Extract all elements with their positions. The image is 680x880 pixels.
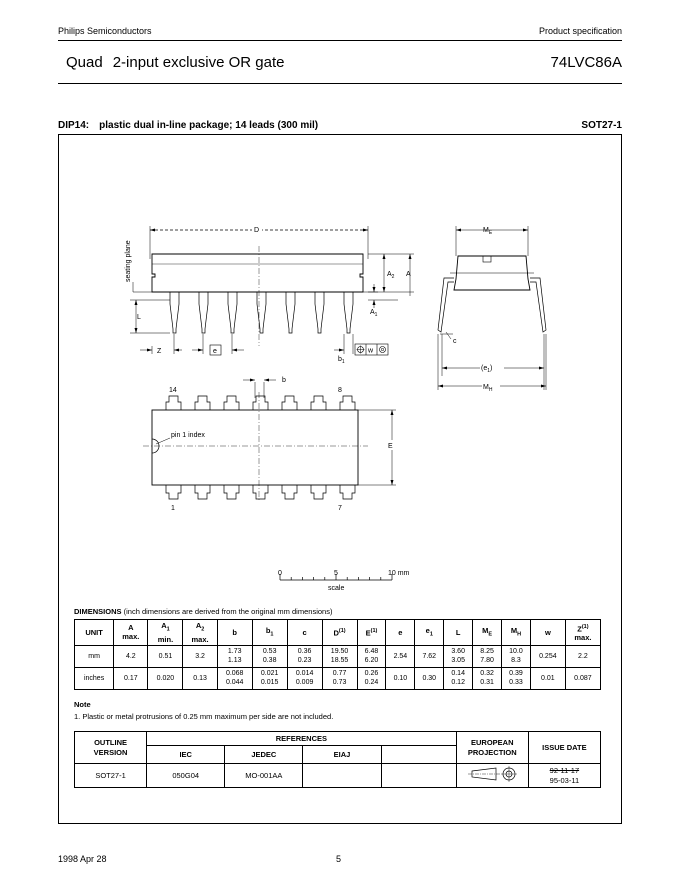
- dim-E-label: E: [388, 443, 393, 450]
- jedec-header: JEDEC: [225, 746, 303, 764]
- dim-value-max: 1.73: [227, 648, 242, 655]
- dim-value-min: 18.55: [330, 657, 349, 664]
- issue-date-old: 92-11-17: [549, 765, 580, 775]
- dim-value-cell: [287, 645, 322, 667]
- dim-value-cell: [415, 667, 444, 689]
- dim-MH-label: $M_H$: [483, 384, 493, 393]
- dim-value-cell: [565, 645, 600, 667]
- end-view: [438, 226, 546, 393]
- pin-8-label: 8: [338, 387, 342, 394]
- package-prefix: DIP14:: [58, 120, 90, 131]
- dim-value-max: 0.51: [158, 652, 173, 660]
- dim-value-cell: [287, 667, 322, 689]
- dim-value-min: 0.38: [262, 657, 277, 664]
- scale-bar: [278, 570, 410, 592]
- dim-value-cell: [217, 645, 252, 667]
- dim-value-max: 0.13: [193, 674, 207, 682]
- dim-header-subscript: H: [517, 631, 522, 637]
- dimensions-title-note: (inch dimensions are derived from the original mm dimensions): [123, 607, 333, 616]
- dim-value-max: 6.48: [364, 648, 379, 655]
- dim-header-cell: [565, 620, 600, 646]
- dim-value-cell: [252, 667, 287, 689]
- dim-header-subscript: E: [488, 631, 493, 637]
- package-description: plastic dual in-line package; 14 leads (300 mil): [99, 120, 319, 131]
- dim-value-cell: [530, 667, 565, 689]
- dim-header-symbol: M: [482, 625, 489, 635]
- top-view: [143, 377, 398, 512]
- dim-value-max: 0.32: [480, 670, 494, 677]
- dim-c-label: c: [453, 338, 457, 345]
- dim-value-max: 2.54: [393, 652, 408, 660]
- dim-header-superscript: (1): [370, 628, 378, 634]
- page-title: [66, 54, 284, 71]
- dim-header-cell: [217, 620, 252, 646]
- dim-value-min: 0.24: [364, 679, 379, 686]
- dim-value-max: 0.36: [297, 648, 312, 655]
- dim-header-subscript: 2: [201, 626, 205, 633]
- scale-5-label: 5: [334, 570, 338, 577]
- dimensions-title: [74, 607, 332, 616]
- dim-value-min: 1.13: [227, 657, 242, 664]
- dim-value-max: 0.014: [295, 670, 314, 677]
- dimensions-body: [75, 645, 601, 689]
- dimensions-table: [74, 619, 601, 690]
- dim-value-max: 0.17: [124, 674, 138, 682]
- dim-D-label: D: [254, 227, 260, 234]
- dim-value-cell: [217, 667, 252, 689]
- dim-value-max: 0.10: [393, 674, 408, 682]
- dim-e1-label: $(e_1)$: [481, 365, 493, 374]
- projection-symbol-cell: [456, 764, 528, 788]
- note-text: 1. Plastic or metal protrusions of 0.25 mm maximum per side are not included.: [74, 712, 334, 721]
- dim-value-min: 8.3: [511, 657, 521, 664]
- title-function: 2-input exclusive OR gate: [112, 54, 285, 71]
- dim-value-max: 0.30: [422, 674, 437, 682]
- pin-1-label: 1: [171, 505, 175, 512]
- dim-value-cell: [148, 667, 183, 689]
- dim-header-cell: [415, 620, 444, 646]
- note-title: Note: [74, 700, 91, 709]
- dim-value-cell: [530, 645, 565, 667]
- dim-value-max: 0.020: [156, 674, 175, 682]
- outline-version-header: OUTLINE VERSION: [75, 732, 147, 764]
- package-code: SOT27-1: [581, 120, 622, 131]
- dim-header-cell: [148, 620, 183, 646]
- dim-value-cell: [114, 667, 148, 689]
- dim-header-cell: [473, 620, 502, 646]
- references-spare-header: [381, 746, 456, 764]
- dim-value-max: 19.50: [330, 648, 349, 655]
- dim-header-subscript: 1: [429, 631, 433, 637]
- dim-header-cell: [252, 620, 287, 646]
- dim-L-label: L: [137, 314, 141, 321]
- dim-value-max: 0.77: [332, 670, 347, 677]
- dim-header-cell: [322, 620, 357, 646]
- pin1-index-label: pin 1 index: [171, 432, 205, 439]
- dim-value-cell: [386, 645, 415, 667]
- dim-ME-label: $M_E$: [483, 227, 493, 236]
- title-rule: [58, 83, 622, 84]
- dim-unit-cell: inches: [75, 667, 114, 689]
- dim-value-min: 6.20: [364, 657, 379, 664]
- issue-date-cell: [528, 764, 600, 788]
- dim-value-min: 7.80: [480, 657, 494, 664]
- dim-A2-label: $A_2$: [387, 271, 395, 280]
- side-view: [125, 224, 414, 365]
- iec-header: IEC: [147, 746, 225, 764]
- eiaj-cell: [303, 764, 381, 788]
- dim-header-symbol: A: [128, 623, 134, 633]
- header-rule: [58, 40, 622, 41]
- dim-A-label: A: [406, 271, 411, 278]
- dim-value-cell: [386, 667, 415, 689]
- dim-value-cell: [565, 667, 600, 689]
- pin-14-label: 14: [169, 387, 177, 394]
- dim-b-label: b: [282, 377, 286, 384]
- dim-value-max: 4.2: [125, 652, 136, 660]
- outline-version-cell: SOT27-1: [75, 764, 147, 788]
- references-spare-cell: [381, 764, 456, 788]
- dim-e-label: e: [213, 348, 217, 355]
- dim-header-cell: [114, 620, 148, 646]
- dim-value-max: 0.087: [574, 674, 592, 682]
- dim-header-superscript: (1): [581, 623, 589, 630]
- dim-header-qualifier: max.: [122, 632, 140, 642]
- european-projection-header: EUROPEAN PROJECTION: [456, 732, 528, 764]
- issue-date-header: ISSUE DATE: [528, 732, 600, 764]
- dim-header-cell: [287, 620, 322, 646]
- dim-header-qualifier: min.: [157, 634, 174, 644]
- dim-value-max: 7.62: [422, 652, 437, 660]
- dim-value-cell: [148, 645, 183, 667]
- scale-10-label: 10 mm: [388, 570, 410, 577]
- tolerance-w-label: w: [368, 347, 374, 355]
- dim-header-symbol: A: [195, 621, 202, 630]
- dim-value-min: 0.31: [480, 679, 494, 686]
- pin-7-label: 7: [338, 505, 342, 512]
- dim-value-cell: [473, 667, 502, 689]
- dim-header-cell: [444, 620, 473, 646]
- issue-date-new: 95-03-11: [549, 775, 580, 785]
- dim-value-cell: [444, 667, 473, 689]
- dim-value-min: 0.009: [295, 679, 314, 686]
- package-heading: [58, 120, 318, 131]
- outline-table: [74, 731, 601, 788]
- scale-caption: scale: [328, 585, 345, 592]
- dim-header-symbol: b: [265, 625, 271, 635]
- dim-header-qualifier: max.: [574, 633, 592, 642]
- page-number: 5: [336, 854, 342, 864]
- dim-Z-label: Z: [157, 348, 162, 355]
- dim-header-subscript: 1: [270, 631, 274, 637]
- dim-value-max: 0.26: [364, 670, 379, 677]
- dim-value-min: 0.044: [225, 679, 244, 686]
- dim-row-mm: [75, 645, 601, 667]
- dim-value-min: 0.73: [332, 679, 347, 686]
- dim-value-cell: [502, 645, 531, 667]
- dim-value-min: 0.12: [451, 679, 465, 686]
- dim-header-symbol: L: [455, 627, 461, 637]
- dim-value-cell: [357, 667, 386, 689]
- dim-b1-label: $b_1$: [338, 356, 345, 365]
- dim-value-max: 0.254: [539, 652, 557, 660]
- dim-value-cell: [252, 645, 287, 667]
- part-number: 74LVC86A: [550, 54, 622, 71]
- dim-header-subscript: 1: [166, 626, 170, 633]
- dim-header-symbol: E: [365, 628, 371, 638]
- dim-header-cell: [530, 620, 565, 646]
- dim-value-min: 0.015: [260, 679, 279, 686]
- iec-cell: 050G04: [147, 764, 225, 788]
- document-type: Product specification: [538, 26, 622, 36]
- dim-value-cell: [473, 645, 502, 667]
- dim-header-symbol: c: [302, 627, 307, 637]
- dim-value-cell: [183, 645, 217, 667]
- dim-header-cell: [75, 620, 114, 646]
- dim-value-cell: [415, 645, 444, 667]
- dim-value-cell: [322, 645, 357, 667]
- dim-value-cell: [357, 645, 386, 667]
- dim-header-symbol: D: [333, 628, 339, 638]
- dim-value-max: 2.2: [578, 652, 588, 660]
- footer-date: 1998 Apr 28: [58, 854, 107, 864]
- dim-value-min: 3.05: [451, 657, 465, 664]
- dim-value-max: 0.39: [509, 670, 523, 677]
- dim-header-symbol: b: [232, 627, 237, 637]
- first-angle-projection-icon: [462, 766, 522, 782]
- dim-value-max: 3.60: [451, 648, 465, 655]
- title-quad: Quad: [66, 54, 103, 71]
- dim-value-max: 3.2: [195, 652, 205, 660]
- dim-value-min: 0.33: [509, 679, 523, 686]
- dim-value-cell: [183, 667, 217, 689]
- dim-value-max: 0.01: [541, 674, 555, 682]
- seating-plane-label: seating plane: [125, 240, 132, 282]
- dim-value-max: 10.0: [509, 648, 523, 655]
- dimensions-title-bold: DIMENSIONS: [74, 607, 122, 616]
- dim-header-symbol: M: [510, 625, 518, 635]
- dim-value-max: 0.53: [262, 648, 277, 655]
- dim-row-inches: [75, 667, 601, 689]
- package-outline-drawing: [58, 134, 622, 604]
- dim-header-superscript: (1): [338, 628, 346, 634]
- scale-0-label: 0: [278, 570, 282, 577]
- dim-header-cell: [386, 620, 415, 646]
- dim-value-max: 0.068: [225, 670, 244, 677]
- dim-header-symbol: w: [544, 627, 551, 637]
- dim-value-max: 8.25: [480, 648, 494, 655]
- dim-header-qualifier: max.: [191, 634, 209, 644]
- dim-header-symbol: e: [398, 627, 403, 637]
- dim-header-cell: [183, 620, 217, 646]
- dim-header-cell: [357, 620, 386, 646]
- dim-A1-label: $A_1$: [370, 309, 378, 318]
- references-header: REFERENCES: [147, 732, 457, 746]
- jedec-cell: MO-001AA: [225, 764, 303, 788]
- dim-value-cell: [502, 667, 531, 689]
- dim-value-cell: [444, 645, 473, 667]
- dim-header-symbol: Z: [577, 624, 582, 633]
- dim-header-symbol: UNIT: [85, 627, 103, 637]
- dim-value-cell: [322, 667, 357, 689]
- dim-header-cell: [502, 620, 531, 646]
- dim-value-max: 0.14: [451, 670, 465, 677]
- dimensions-header-row: [75, 620, 601, 646]
- dim-unit-cell: mm: [75, 645, 114, 667]
- dim-header-symbol: e: [425, 625, 430, 635]
- company-name: Philips Semiconductors: [58, 26, 152, 36]
- dim-value-min: 0.23: [297, 657, 312, 664]
- dim-value-max: 0.021: [260, 670, 279, 677]
- dim-value-cell: [114, 645, 148, 667]
- eiaj-header: EIAJ: [303, 746, 381, 764]
- dim-header-symbol: A: [161, 621, 167, 630]
